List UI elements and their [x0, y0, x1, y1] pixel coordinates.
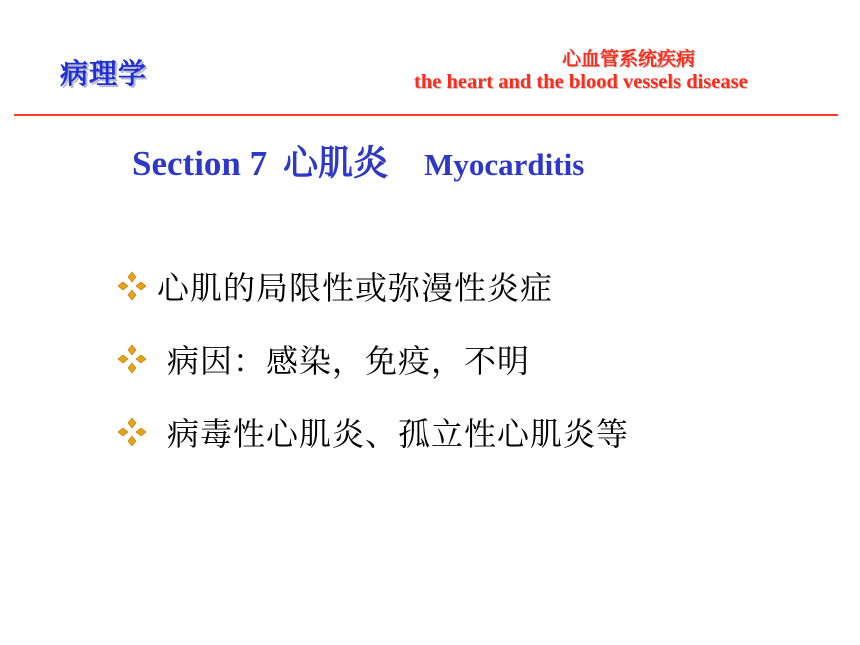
bullet-text: 心肌的局限性或弥漫性炎症	[157, 269, 554, 307]
section-title-en: Myocarditis	[424, 147, 585, 182]
section-title-cn: 心肌炎	[283, 144, 389, 184]
bullet-text: 病毒性心肌炎、孤立性心肌炎等	[167, 415, 630, 453]
section-title	[132, 136, 584, 186]
section-label: Section 7	[132, 144, 268, 183]
diamond-bullet-icon	[117, 417, 147, 447]
list-item	[117, 408, 629, 456]
list-item	[117, 335, 629, 383]
chapter-title-en: the heart and the blood vessels disease	[414, 71, 748, 93]
header-divider	[14, 114, 838, 116]
bullet-text: 病因：感染，免疫，不明	[167, 342, 531, 380]
list-item	[117, 262, 629, 310]
bullet-list	[117, 262, 629, 481]
diamond-bullet-icon	[117, 344, 147, 374]
chapter-title-cn: 心血管系统疾病	[561, 48, 695, 70]
course-title: 病理学	[60, 57, 148, 90]
diamond-bullet-icon	[117, 271, 147, 301]
